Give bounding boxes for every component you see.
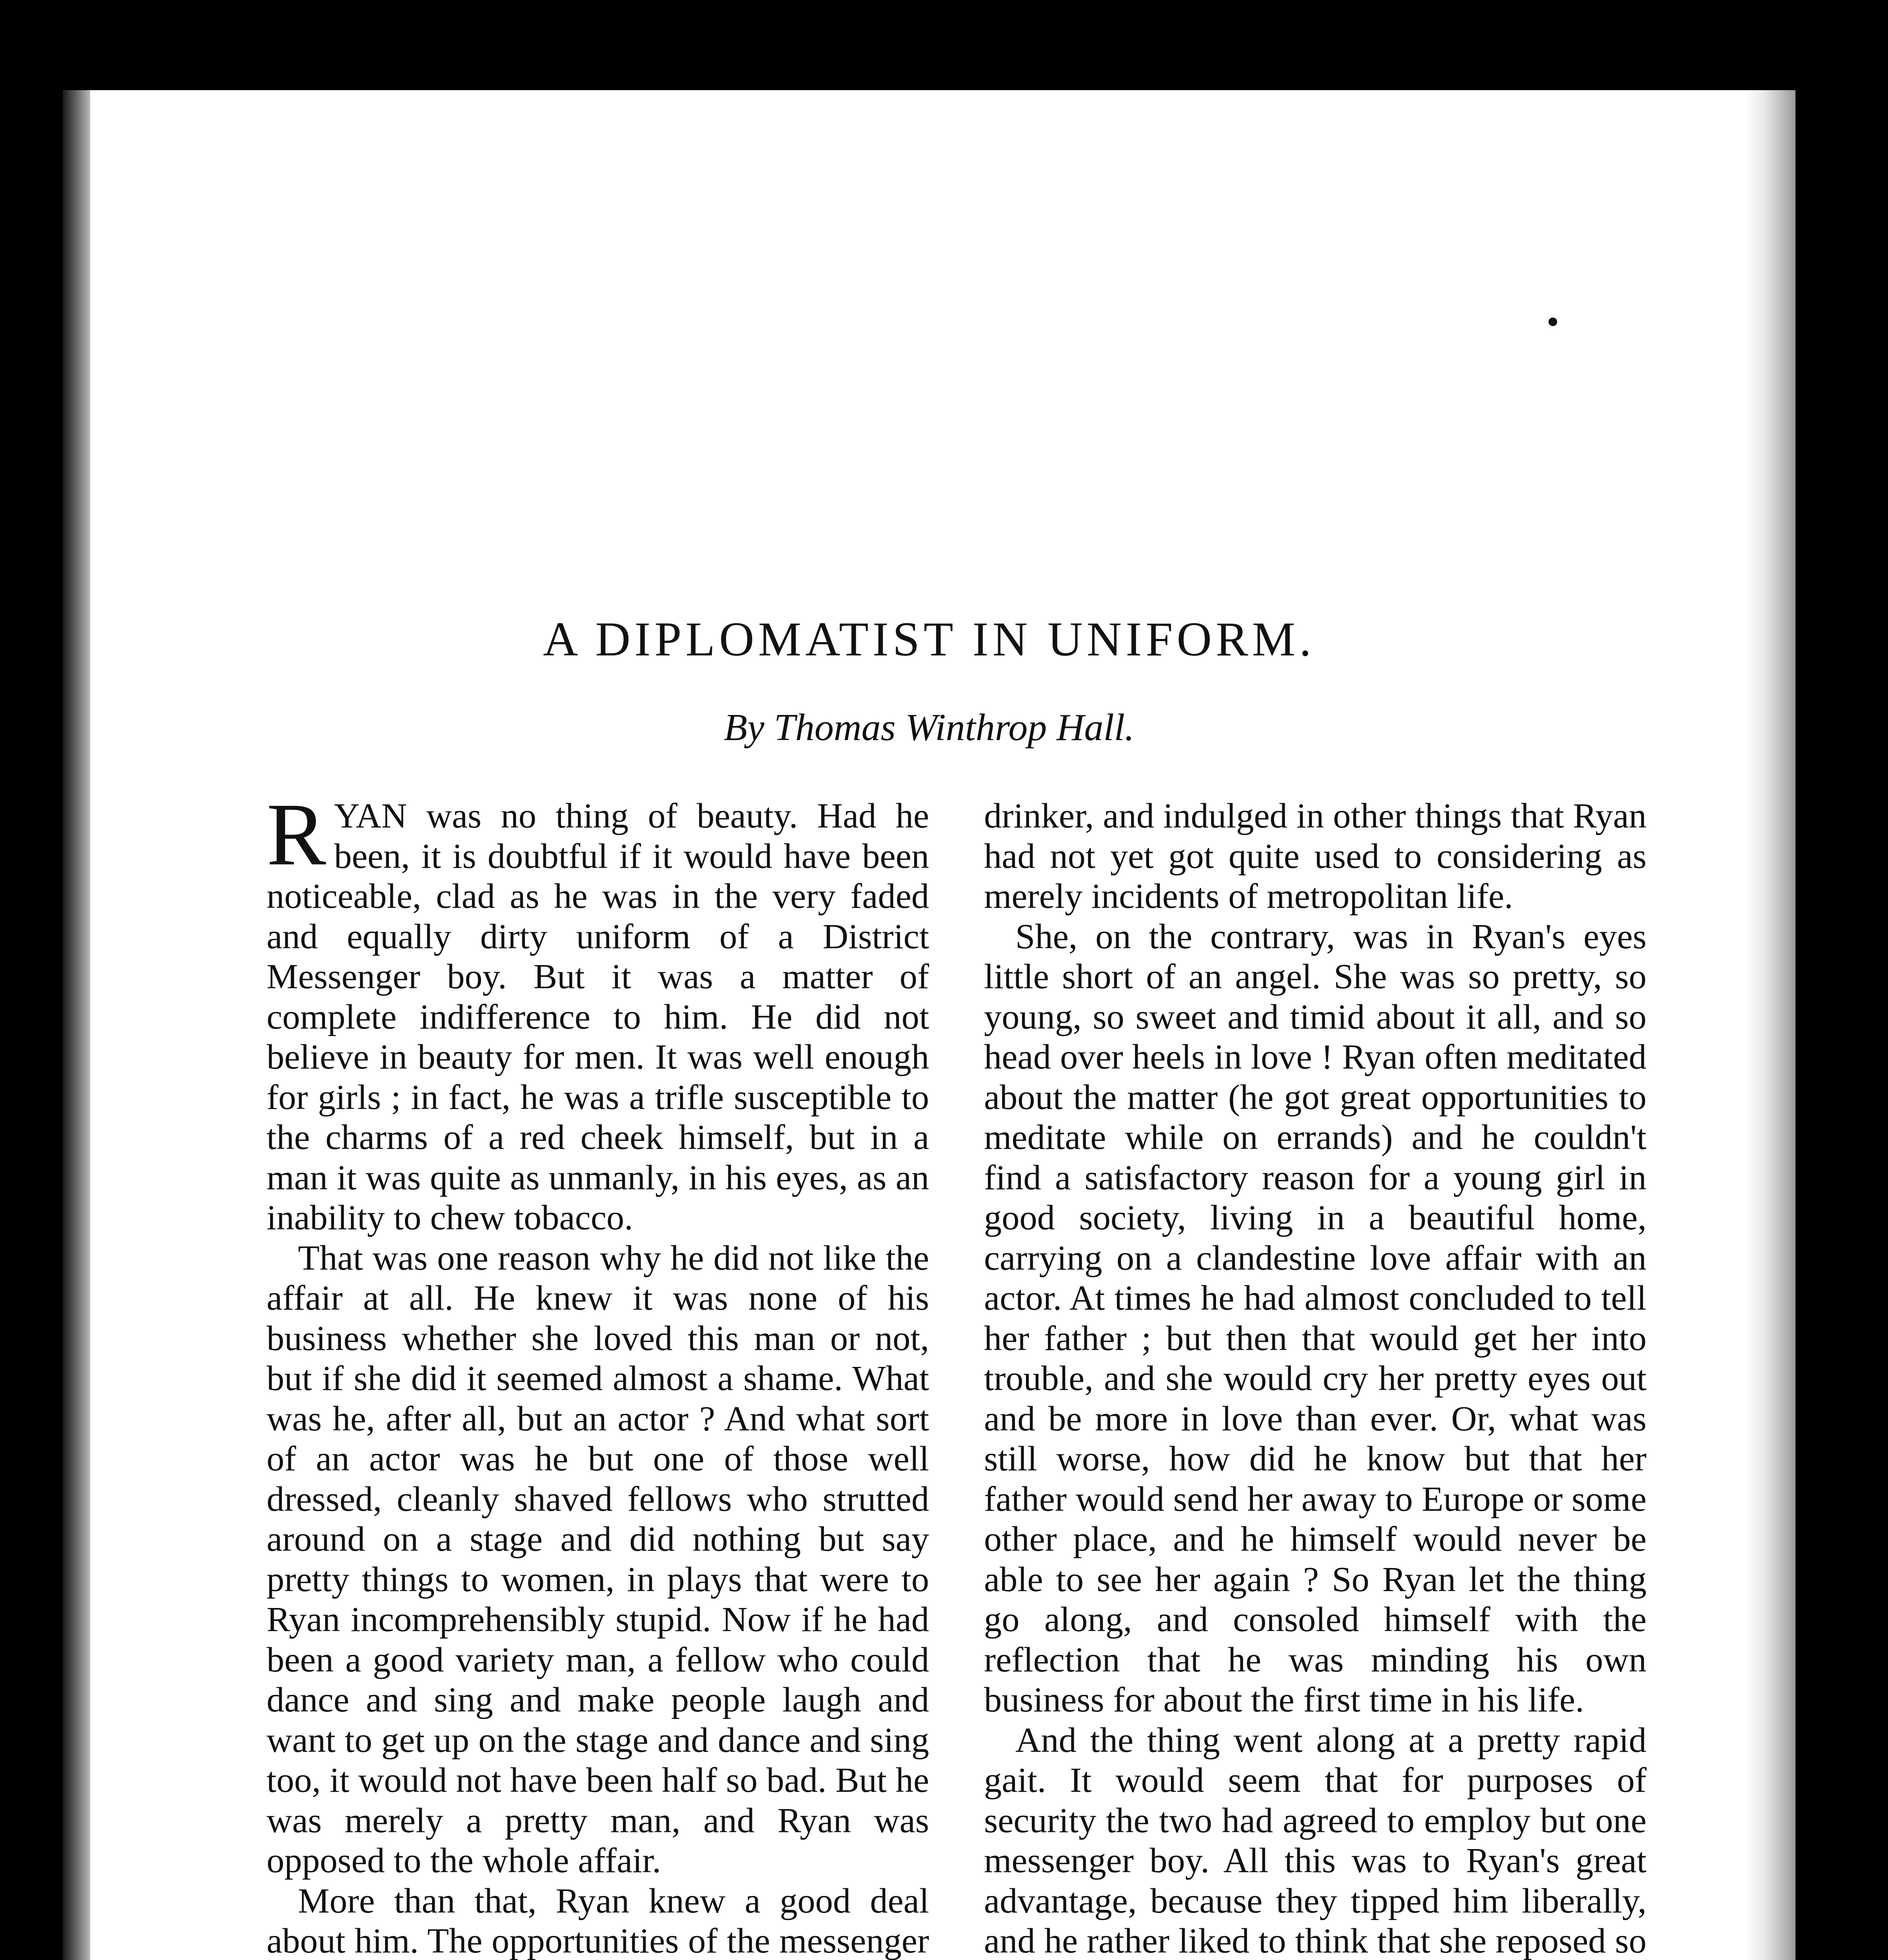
paragraph bbox=[267, 785, 929, 1238]
paragraph: drinker, and indulged in other things that Ryan had not yet got quite used to considering as merely incidents of metropolitan life. bbox=[984, 796, 1647, 916]
text-column-right bbox=[984, 796, 1647, 1960]
article-byline: By Thomas Winthrop Hall. bbox=[724, 706, 1135, 749]
drop-cap: R bbox=[267, 785, 327, 884]
text-column-left bbox=[267, 785, 929, 1960]
ink-speck bbox=[1549, 318, 1557, 326]
page-edge-shadow bbox=[1745, 90, 1795, 1960]
paragraph: She, on the contrary, was in Ryan's eyes little short of an angel. She was so pretty, so young, so sweet and timid about it all, and so head over heels in love ! Ryan often meditated about the matter (he got great opportunities to meditate while on errands) and he couldn't find a satisfactory reason for a young girl in good society, living in a beautiful home, carrying on a clandestine love affair with an actor. At times he had almost concluded to tell her father ; but then that would get her into trouble, and she would cry her pretty eyes out and be more in love than ever. Or, what was still worse, how did he know but that her father would send her away to Europe or some other place, and he himself would never be able to see her again ? So Ryan let the thing go along, and consoled himself with the reflection that he was minding his own business for about the first time in his life. bbox=[984, 916, 1647, 1719]
magazine-page bbox=[63, 90, 1795, 1960]
paragraph-text: YAN was no thing of beauty. Had he been, it is doubtful if it would have been noticeable, clad as he was in the very faded and equally dirty uniform of a District Messenger boy. But it was a matter of complete indifference to him. He did not believe in beauty for men. It was well enough for girls ; in fact, he was a trifle susceptible to the charms of a red cheek himself, but in a man it was quite as unmanly, in his eyes, as an inability to chew tobacco. bbox=[267, 796, 929, 1237]
article-title: A DIPLOMATIST IN UNIFORM. bbox=[543, 612, 1316, 666]
paragraph: And the thing went along at a pretty rapid gait. It would seem that for purposes of security the two had agreed to employ but one messenger boy. All this was to Ryan's great advantage, because they tipped him liberally, and he rather liked to think that she reposed so bbox=[984, 1720, 1647, 1960]
paragraph: That was one reason why he did not like the affair at all. He knew it was none of his business whether she loved this man or not, but if she did it seemed almost a shame. What was he, after all, but an actor ? And what sort of an actor was he but one of those well dressed, cleanly shaved fellows who strutted around on a stage and did nothing but say pretty things to women, in plays that were to Ryan incomprehensibly stupid. Now if he had been a good variety man, a fellow who could dance and sing and make people laugh and want to get up on the stage and dance and sing too, it would not have been half so bad. But he was merely a pretty man, and Ryan was opposed to the whole affair. bbox=[267, 1238, 929, 1880]
paragraph: More than that, Ryan knew a good deal about him. The opportunities of the messenger bbox=[267, 1880, 929, 1960]
binding-shadow bbox=[63, 90, 90, 1960]
